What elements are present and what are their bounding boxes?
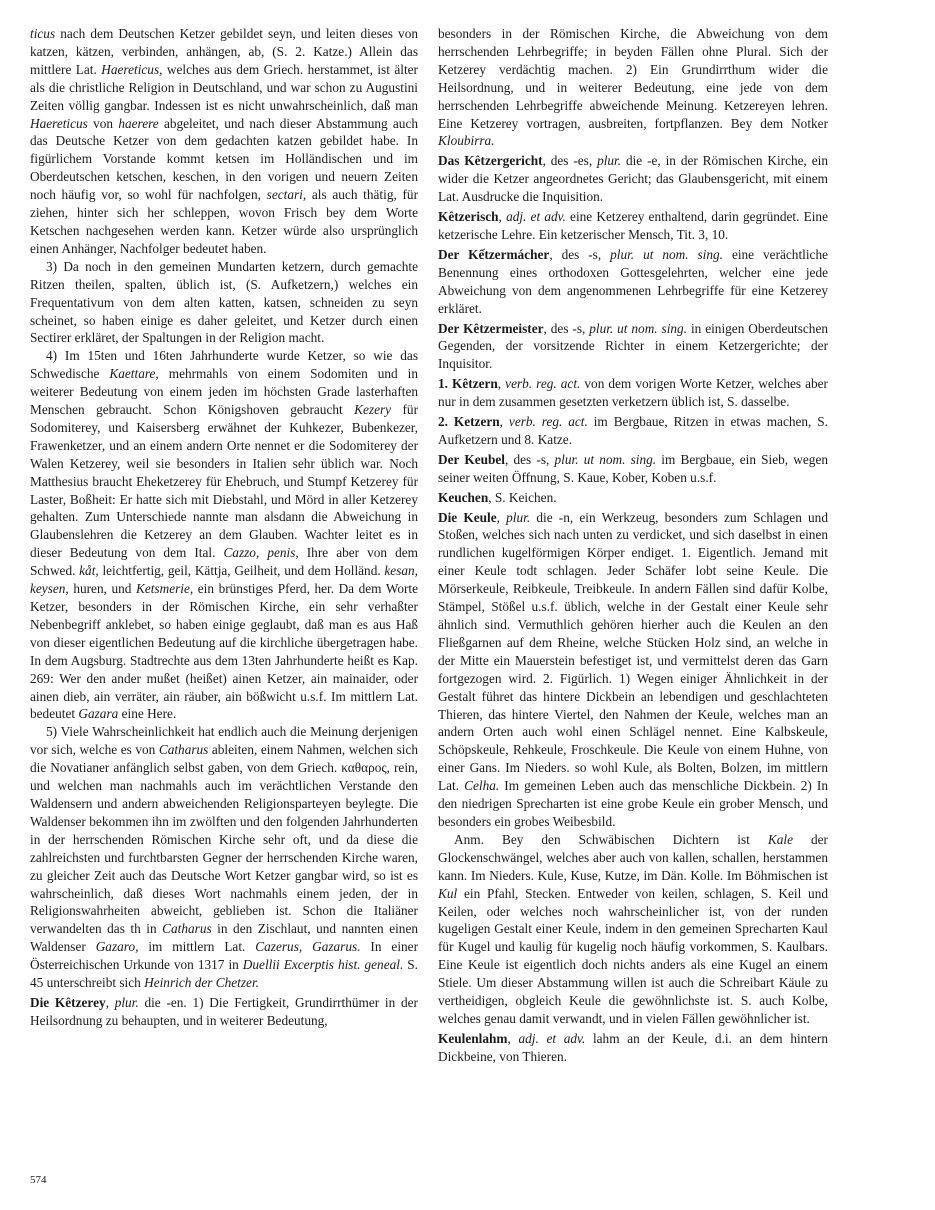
text-run: von dem vorigen Worte Ketzer, welches aber nur in dem zusammen gesetzten verketzern üblich ist, S. dasselbe.: [438, 376, 828, 410]
italic-term: Haereticus: [30, 115, 88, 131]
italic-term: Kezery: [354, 402, 392, 418]
text-run: Ihre aber von dem Schwed.: [30, 545, 418, 579]
text-run: im Bergbaue, Ritzen in etwas machen, S. Aufketzern und 8. Katze.: [438, 414, 828, 447]
text-run: , des -s,: [504, 451, 555, 467]
text-run: 5) Viele Wahrscheinlichkeit hat endlich auch die Meinung derjenigen vor sich, welche es von: [30, 724, 418, 758]
headword: 2. Ketzern: [438, 414, 500, 430]
headword: Der Kêtzermeister: [438, 320, 544, 336]
text-run: in einigen Oberdeutschen Gegenden, der vorsitzende Richter in einem Ketzergerichte; der Inquisitor.: [438, 320, 829, 372]
text-run: 3) Da noch in den gemeinen Mundarten ketzern, durch gemachte Ritzen theilen, spalten, üblich ist, (S. Aufketzern,) welches ein Frequentativum von dem alten katten, katsen, schneiden zu seyn scheinet, so haben einige es daher geleitet, und Ketzer durch einen Sectirer erkläret, der Spaltungen in der Religion macht.: [30, 258, 418, 346]
text-run: Anm. Bey den Schwäbischen Dichtern ist: [454, 831, 768, 847]
italic-term: plur.: [506, 509, 531, 525]
text-run: S. 45 unterschreibt sich: [30, 957, 419, 991]
italic-term: plur. ut nom. sing.: [610, 246, 723, 262]
italic-term: Heinrich der Chetzer.: [144, 975, 259, 991]
text-run: leichtfertig, geil, Kättja, Geilheit, und dem Holländ.: [98, 563, 385, 579]
headword: Keuchen: [438, 489, 489, 505]
text-run: , S. Keichen.: [488, 489, 557, 505]
text-run: ,: [507, 1030, 519, 1046]
text-run: im Bergbaue, ein Sieb, wegen seiner weiten Öffnung, S. Kaue, Kober, Koben u.s.f.: [438, 451, 829, 485]
italic-term: Celha.: [464, 778, 500, 794]
text-run: In einer Österreichischen Urkunde von 1317 in: [30, 939, 418, 973]
dictionary-entry: [438, 152, 828, 206]
text-run: im mittlern Lat.: [138, 939, 256, 955]
headword: 1. Kêtzern: [438, 376, 498, 392]
italic-term: verb. reg. act.: [505, 376, 581, 392]
italic-term: Catharus: [158, 742, 209, 758]
text-run: abgeleitet, und nach dieser Abstammung auch das Deutsche Ketzer von dem gedachten katzen gebildet habe. In figürlichem Vorstande kommt ketsen im Holländischen und im Oberdeutschen ketschen, keschen, in den vorigen und neuern Zeiten noch häufig vor, so wohl für nachfolgen,: [30, 115, 419, 203]
text-run: mehrmahls von einem Sodomiten und in weiterer Bedeutung von einem jeden im höchsten Grade lasterhaften Menschen gebraucht. Schon Königshoven gebraucht: [30, 366, 418, 418]
dictionary-entry: [30, 994, 418, 1030]
dictionary-entry: [438, 413, 828, 449]
headword: Die Keule: [438, 509, 497, 525]
italic-term: Cazzo, penis,: [223, 545, 299, 561]
text-run: in den Zischlaut, und nannten einen Waldenser: [30, 921, 418, 955]
continued-paragraph: [30, 25, 418, 258]
text-run: ,: [498, 209, 507, 225]
dictionary-entry: [438, 489, 828, 507]
dictionary-entry: [438, 208, 828, 244]
text-run: nach dem Deutschen Ketzer gebildet seyn, und leiten dieses von katzen, kätzen, verbinden, anhängen, ab, (S. 2. Katze.) Allein das mittlere Lat.: [30, 26, 418, 77]
left-column: [30, 25, 418, 1030]
italic-term: Duellii Excerptis hist. geneal.: [242, 957, 404, 973]
page-number: 574: [30, 1174, 47, 1186]
headword: Kêtzerisch: [438, 209, 499, 225]
dictionary-entry: [438, 509, 828, 831]
text-run: ,: [497, 376, 506, 392]
continued-paragraph: [438, 25, 828, 150]
text-run: als auch thätig, für ziehen, hinter sich her schleppen, wovon Frisch bey dem Worte Ketschen nachgesehen werden kann. Ketzer würde also ursprünglich einen Anhänger, Nachfolger bedeutet haben.: [30, 187, 419, 256]
headword: Die Kêtzerey: [30, 994, 106, 1010]
text-run: die -n, ein Werkzeug, besonders zum Schlagen und Stoßen, welches sich nach unten zu verdicket, und sich daselbst in einen rundlichen kugelförmigen Körper endiget. 1. Eigentlich. Jemand mit einer Keule todt schlagen. Jeder Schäfer lobt seine Keule. Die Mörserkeule, Reibkeule, Treibkeule. In andern Fällen sind dafür Kolbe, Stämpel, Stößel u.s.f. üblich, welche in der Gestalt einer Keule sehr ähnlich sind. Vermuthlich gehören hierher auch die Keulen an den Fließgarnen auf dem Rheine, welche Stücken Holz sind, an welche in der Mitte ein Mauerstein befestiget ist, und vermittelst deren das Garn fortgezogen wird. 2. Figürlich. 1) Wegen einiger Ähnlichkeit in der Gestalt führet das hintere Dickbein an lebendigen und geschlachteten Thieren, das hintere Viertel, den Nahmen der Keule, welches man an andern Orten auch wohl einen Schlägel nennet. Eine Kalbskeule, Schöpskeule, Rehkeule, Froschkeule. Die Keule von einem Huhne, von einer Gans. Im Nieders. so wohl Kule, als Bolten, Bolzen, im mittlern Lat.: [438, 509, 828, 794]
paragraph: [438, 831, 828, 1028]
paragraph: [30, 258, 418, 348]
italic-term: Kale: [767, 831, 793, 847]
text-run: besonders in der Römischen Kirche, die Abweichung von dem herrschenden Lehrbegriffe; in beyden Fällen ohne Plural. Sich der Ketzerey verdächtig machen. 2) Ein Grundirrthum wider die Heilsordnung, und in weiterer Bedeutung, eine jede von dem herrschenden Lehrbegriffe abweichende Meinung. Ketzereyen lehren. Eine Ketzerey vortragen, ausbreiten, fortpflanzen. Bey dem Notker: [438, 26, 828, 131]
text-run: eine Ketzerey enthaltend, darin gegründet. Eine ketzerische Lehre. Ein ketzerischer Mensch, Tit. 3, 10.: [438, 209, 828, 242]
right-column: [438, 25, 828, 1066]
italic-term: plur.: [597, 153, 622, 169]
text-run: die -en. 1) Die Fertigkeit, Grundirrthümer in der Heilsordnung zu behaupten, und in weiterer Bedeutung,: [30, 994, 418, 1028]
italic-term: ticus: [30, 26, 56, 41]
italic-term: sectari,: [266, 187, 307, 203]
text-run: ein brünstiges Pferd, her. Da dem Worte Ketzer, besonders in der Römischen Kirche, ein sehr verhaßter Nebenbegriff anklebet, so haben einige geglaubt, daß man es aus Haß von dieser eigentlichen Bedeutung auf die kirchliche übergetragen habe. In dem Augsburg. Stadtrechte aus dem 13ten Jahrhunderte heißt es Kap. 269: Wer den ander mußet (heißet) ainen Ketzer, ain mainaider, oder ainen dieb, ain verräter, ain räuber, ain bößwicht u.s.f. Im mittlern Lat. bedeutet: [30, 581, 418, 722]
dictionary-entry: [438, 375, 828, 411]
italic-term: Cazerus, Gazarus.: [255, 939, 361, 955]
text-run: , des -s,: [543, 320, 590, 336]
text-run: ableiten, einem Nahmen, welchen sich die Novatianer anfänglich selbst gaben, von dem Griech. καθαρος, rein, und welchen man nachmahls auch im verächtlichen Verstande den Waldensern und andern abweichenden Religionsparteyen beylegte. Die Waldenser bekommen ihn im zwölften und den folgenden Jahrhunderten in der herrschenden Römischen Kirche sehr oft, und da diese die zahlreichsten und furchtbarsten Gegner der herrschenden Kirche waren, zu gleicher Zeit auch das Deutsche Wort Ketzer gangbar wird, so ist es wahrscheinlich, daß dieses Wort nachmahls einem jeden, der in Religionswahrheiten abweicht, geblieben ist. Schon die Italiäner verwandelten das th in: [30, 742, 419, 937]
dictionary-entry: [438, 246, 828, 318]
italic-term: adj. et adv.: [518, 1030, 586, 1046]
italic-term: adj. et adv.: [506, 209, 566, 225]
dictionary-entry: [438, 320, 828, 374]
italic-term: Gazara: [78, 706, 119, 722]
italic-term: plur.: [114, 994, 139, 1010]
text-run: , des -s,: [549, 246, 611, 262]
text-run: huren, und: [68, 581, 136, 597]
italic-term: Kul: [438, 885, 458, 901]
italic-term: kåt,: [79, 563, 99, 579]
headword: Keulenlahm: [438, 1030, 508, 1046]
text-run: eine verächtliche Benennung eines orthodoxen Gottesgelehrten, welcher eine jede Abweichung von dem angenommenen Lehrbegriffe für eine Ketzerey erkläret.: [438, 246, 828, 316]
italic-term: plur. ut nom. sing.: [554, 451, 657, 467]
italic-term: Haereticus,: [101, 61, 163, 77]
headword: Der Kếtzermácher: [438, 246, 550, 262]
text-run: lahm an der Keule, d.i. an dem hintern Dickbeine, von Thieren.: [438, 1030, 828, 1064]
italic-term: Catharus: [162, 921, 212, 937]
text-run: von: [87, 115, 119, 131]
text-run: 4) Im 15ten und 16ten Jahrhunderte wurde Ketzer, so wie das Schwedische: [30, 348, 418, 382]
paragraph: [30, 723, 418, 992]
italic-term: haerere: [118, 115, 159, 131]
text-run: für Sodomiterey, und Kaisersberg erwähnet der Kuhkezer, Bubenkezer, Frawenketzer, und an einem andern Orte nennet er die Sodomiterey der Walen Ketzerey, weil sie besonders in Italien sehr üblich war. Noch Matthesius braucht Eheketzerey für Ehebruch, und Stumpf Ketzerey für Laster, Boßheit: Er hatte sich mit Diebstahl, und Mörd in aller Ketzerey gehalten. Zum Unterschiede nannte man alsdann die Abweichung in Glaubenslehren die Ketzerey an dem Glauben. Wachter leitet es in dieser Bedeutung von dem Ital.: [30, 402, 418, 561]
text-run: welches aus dem Griech. herstammet, ist älter als die christliche Religion in Deutschland, und war schon zu Augustini Zeiten völlig gangbar. Indessen ist es nicht unwahrscheinlich, daß man: [30, 61, 418, 113]
italic-term: Kaettare,: [109, 366, 159, 382]
text-run: der Glockenschwängel, welches aber auch von kallen, schallen, herstammen kann. Im Nieders. Kule, Kuse, Kutze, im Dän. Kolle. Im Böhmischen ist: [438, 831, 828, 883]
dictionary-entry: [438, 451, 828, 487]
headword: Das Kêtzergericht: [438, 153, 543, 169]
text-run: , des -es,: [542, 153, 598, 169]
text-run: ,: [105, 994, 115, 1010]
italic-term: kesan, keysen,: [30, 563, 419, 597]
text-run: ,: [499, 414, 509, 430]
italic-term: Ketsmerie,: [135, 581, 194, 597]
text-run: die -e, in der Römischen Kirche, ein wider die Ketzer angeordnetes Gericht; das Glaubensgericht, mit einem Lat. Ausdrucke die Inquisition.: [438, 153, 828, 205]
text-run: Im gemeinen Leben auch das menschliche Dickbein. 2) In den niedrigen Sprecharten ist eine grobe Keule ein grober Mensch, und besonders ein grobes Weibesbild.: [438, 778, 828, 829]
italic-term: Kloubirra.: [438, 133, 495, 149]
text-run: ,: [496, 509, 507, 525]
text-run: ein Pfahl, Stecken. Entweder von keilen, schlagen, S. Keil und Keilen, oder welches noch wahrscheinlicher ist, von der runden kugeligen Gestalt einer Keule, indem in den gemeinen Sprecharten Kaul für Kugel und kaulig für kugelig noch häufig vorkommen, S. Kaulbars. Eine Keule ist eigentlich doch nichts anders als eine Kugel an einem Stiele. Um dieser Abstammung willen ist auch die Schreibart Käule zu vertheidigen, obgleich Keule die gewöhnlichste ist. S. auch Kolbe, welches genau damit verwandt, und in vielen Fällen gewöhnlicher ist.: [438, 885, 828, 1026]
italic-term: verb. reg. act.: [508, 414, 588, 430]
dictionary-entry: [438, 1030, 828, 1066]
italic-term: Gazaro,: [95, 939, 139, 955]
italic-term: plur. ut nom. sing.: [589, 320, 688, 336]
headword: Der Keubel: [438, 451, 505, 467]
paragraph: [30, 347, 418, 723]
text-run: eine Here.: [118, 706, 177, 722]
